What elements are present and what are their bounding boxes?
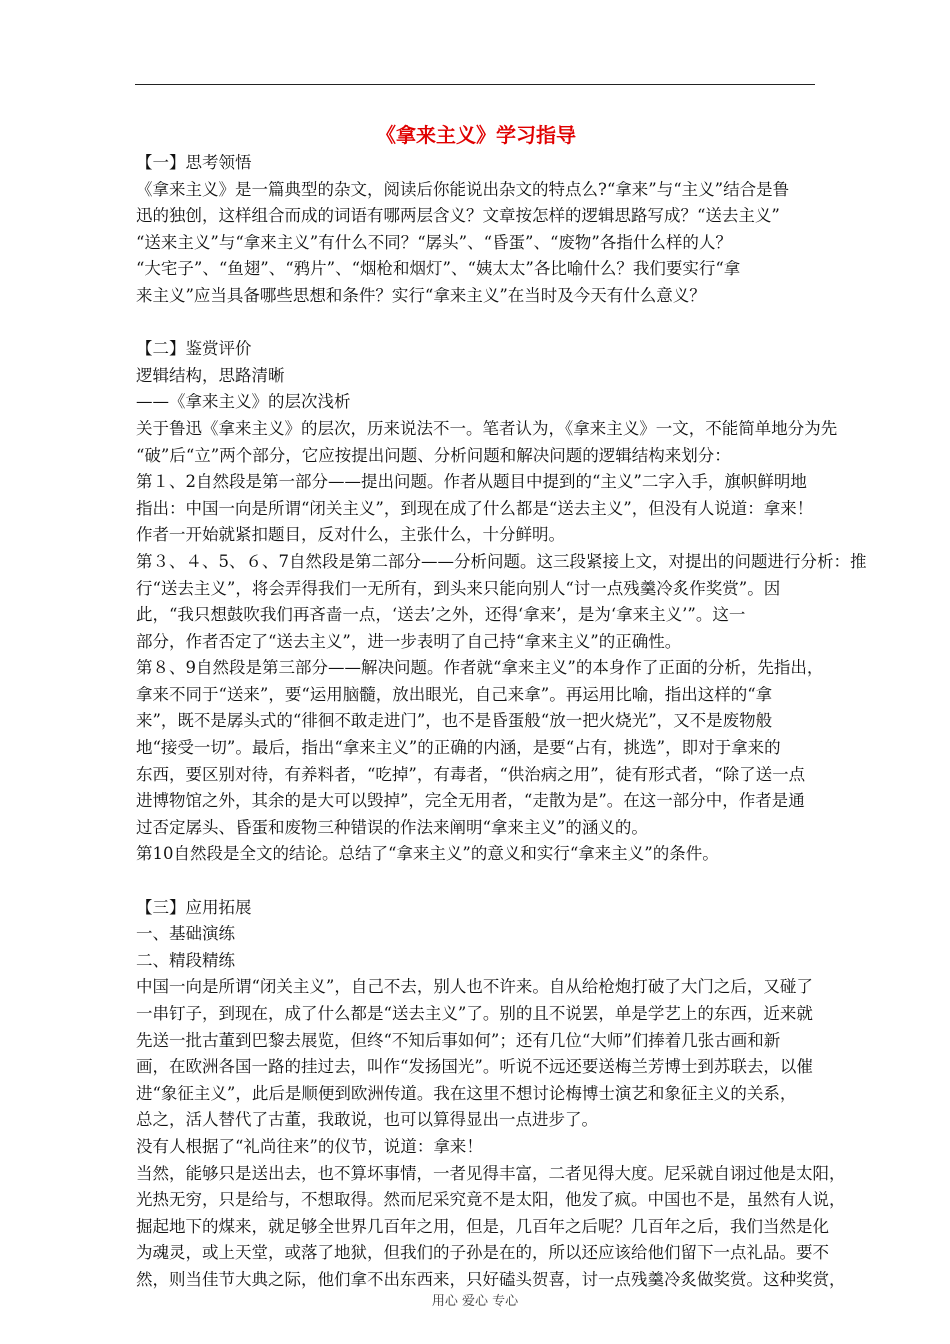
text-line: 东西，要区别对待，有养料者，“吃掉”，有毒者，“供治病之用”，徒有形式者，“除了送一点	[136, 764, 806, 784]
section-heading: 【一】思考领悟	[136, 153, 252, 172]
header-rule	[135, 84, 815, 85]
text-line: 《拿来主义》是一篇典型的杂文，阅读后你能说出杂文的特点么?“拿来”与“主义”结合是鲁	[136, 179, 790, 199]
text-line: 总之，活人替代了古董，我敢说，也可以算得显出一点进步了。	[136, 1110, 598, 1130]
text-line: 先送一批古董到巴黎去展览，但终“不知后事如何”；还有几位“大师”们捧着几张古画和新	[136, 1030, 781, 1050]
document-body	[136, 120, 867, 1294]
blank-line	[136, 868, 816, 895]
section1-body	[136, 177, 816, 310]
text-line: 进博物馆之外，其余的是大可以毁掉”，完全无用者，“走散为是”。在这一部分中，作者是通	[136, 791, 805, 811]
text-line: “送来主义”与“拿来主义”有什么不同？“孱头”、“昏蛋”、“废物”各指什么样的人？	[136, 232, 732, 252]
section3-body	[136, 921, 846, 1293]
text-line: 没有人根据了“礼尚往来”的仪节，说道：拿来！	[136, 1136, 483, 1156]
text-line: 此，“我只想鼓吹我们再吝啬一点，‘送去’之外，还得‘拿来’，是为‘拿来主义’”。这一	[136, 605, 746, 625]
text-line: 中国一向是所谓“闭关主义”，自己不去，别人也不许来。自从给枪炮打破了大门之后，又碰了	[136, 977, 813, 997]
text-line: “大宅子”、“鱼翅”、“鸦片”、“烟枪和烟灯”、“姨太太”各比喻什么？我们要实行“拿	[136, 259, 741, 279]
text-line: 画，在欧洲各国一路的挂过去，叫作“发扬国光”。听说不远还要送梅兰芳博士到苏联去，以催	[136, 1057, 813, 1077]
text-line: 行“送去主义”，将会弄得我们一无所有，到头来只能向别人“讨一点残羹冷炙作奖赏”。因	[136, 578, 781, 598]
text-line: 来”，既不是孱头式的“徘徊不敢走进门”，也不是昏蛋般“放一把火烧光”，又不是废物般	[136, 711, 773, 731]
text-line: 进“象征主义”，此后是顺便到欧洲传道。我在这里不想讨论梅博士演艺和象征主义的关系，	[136, 1083, 797, 1103]
text-line: 迅的独创，这样组合而成的词语有哪两层含义？文章按怎样的逻辑思路写成？“送去主义”	[136, 206, 780, 226]
text-line: 为魂灵，或上天堂，或落了地狱，但我们的子孙是在的，所以还应该给他们留下一点礼品。要不	[136, 1243, 829, 1263]
text-line: 第３、４、5、６、7自然段是第二部分——分析问题。这三段紧接上文，对提出的问题进行分析：推	[136, 551, 867, 571]
section-heading: 【三】应用拓展	[136, 897, 252, 917]
text-line: 第８、9自然段是第三部分——解决问题。作者就“拿来主义”的本身作了正面的分析，先指出，	[136, 658, 824, 678]
text-line: 第１、2自然段是第一部分——提出问题。作者从题目中提到的“主义”二字入手，旗帜鲜明地	[136, 472, 807, 492]
page-footer: 用心 爱心 专心	[431, 1294, 519, 1309]
section-heading: 【二】鉴赏评价	[136, 339, 252, 359]
text-line: 来主义”应当具备哪些思想和条件？实行“拿来主义”在当时及今天有什么意义？	[136, 285, 706, 305]
text-line: 指出：中国一向是所谓“闭关主义”，到现在成了什么都是“送去主义”，但没有人说道：拿来！	[136, 498, 814, 518]
text-line: 逻辑结构，思路清晰	[136, 365, 285, 385]
text-line: 光热无穷，只是给与，不想取得。然而尼采究竟不是太阳，他发了疯。中国也不是，虽然有人说，	[136, 1190, 846, 1210]
text-line: “破”后“立”两个部分，它应按提出问题、分析问题和解决问题的逻辑结构来划分：	[136, 445, 731, 465]
text-line: 一串钉子，到现在，成了什么都是“送去主义”了。别的且不说罢，单是学艺上的东西，近来就	[136, 1004, 813, 1023]
text-line: ——《拿来主义》的层次浅析	[136, 392, 351, 412]
text-line: 地“接受一切”。最后，指出“拿来主义”的正确的内涵，是要“占有，挑选”，即对于拿来的	[136, 738, 781, 758]
text-line: 掘起地下的煤来，就足够全世界几百年之用，但是，几百年之后呢？几百年之后，我们当然是化	[136, 1216, 829, 1236]
text-line: 部分，作者否定了“送去主义”，进一步表明了自己持“拿来主义”的正确性。	[136, 631, 682, 651]
section2-body	[136, 363, 867, 868]
text-line: 一、基础演练	[136, 924, 235, 944]
text-line: 然，则当佳节大典之际，他们拿不出东西来，只好磕头贺喜，讨一点残羹冷炙做奖赏。这种奖赏，	[136, 1269, 846, 1289]
text-line: 作者一开始就紧扣题目，反对什么，主张什么，十分鲜明。	[136, 525, 565, 545]
document-title: 《拿来主义》学习指导	[376, 123, 576, 147]
text-line: 二、精段精练	[136, 950, 235, 970]
blank-line	[136, 310, 816, 337]
text-line: 当然，能够只是送出去，也不算坏事情，一者见得丰富，二者见得大度。尼采就自诩过他是太阳，	[136, 1163, 846, 1183]
text-line: 第10自然段是全文的结论。总结了“拿来主义”的意义和实行“拿来主义”的条件。	[136, 844, 719, 864]
text-line: 过否定孱头、昏蛋和废物三种错误的作法来阐明“拿来主义”的涵义的。	[136, 817, 648, 837]
text-line: 拿来不同于“送来”，要“运用脑髓，放出眼光，自己来拿”。再运用比喻，指出这样的“拿	[136, 684, 773, 704]
text-line: 关于鲁迅《拿来主义》的层次，历来说法不一。笔者认为，《拿来主义》一文，不能简单地分为先	[136, 418, 838, 438]
